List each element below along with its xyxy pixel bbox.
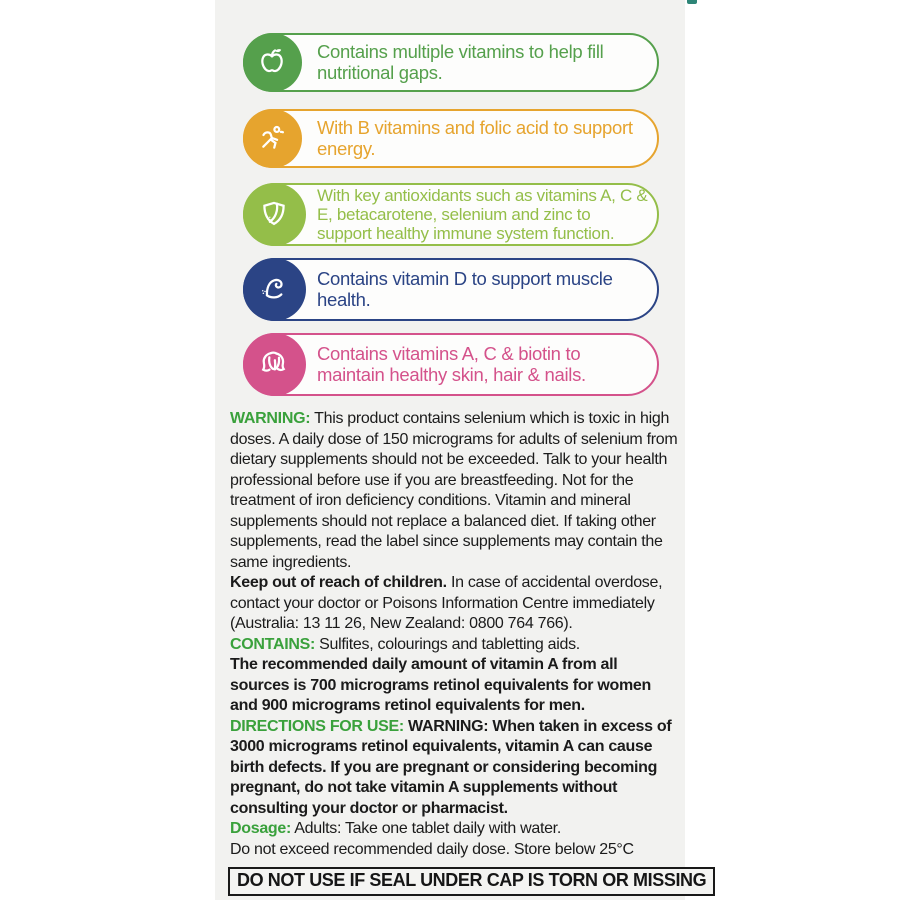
muscle-icon <box>243 258 306 321</box>
benefit-text: Contains multiple vitamins to help fill nutritional gaps. <box>317 40 604 83</box>
cropped-top-fragment <box>687 0 697 4</box>
dosage-text: Adults: Take one tablet daily with water. <box>294 820 561 837</box>
contains-label: CONTAINS: <box>230 635 315 653</box>
benefit-text: Contains vitamins A, C & biotin to maintain healthy skin, hair & nails. <box>317 342 586 385</box>
benefit-text: Contains vitamin D to support muscle health. <box>317 267 613 310</box>
warnings-copy <box>230 409 707 896</box>
directions-paragraph <box>230 717 678 820</box>
benefit-pill-muscle <box>243 258 659 321</box>
benefit-text: With key antioxidants such as vitamins A, C & E, betacarotene, selenium and zinc to support healthy immune system function. <box>317 185 648 244</box>
benefit-text: With B vitamins and folic acid to support energy. <box>317 116 633 159</box>
storage-paragraph: Do not exceed recommended daily dose. Store below 25°C <box>230 840 634 858</box>
dosage-label: Dosage: <box>230 820 292 837</box>
warning-paragraph <box>230 409 678 573</box>
apple-icon <box>243 33 302 92</box>
directions-text: WARNING: When taken in excess of 3000 micrograms retinol equivalents, vitamin A can cause birth defects. If you are pregnant or considering becoming pregnant, do not take vitamin A supplements without consulting your doctor or pharmacist. <box>230 717 672 817</box>
benefit-pill-energy <box>243 109 659 168</box>
keep-out-of-reach-paragraph <box>230 573 678 635</box>
directions-label: DIRECTIONS FOR USE: <box>230 717 404 735</box>
benefit-pill-multivitamins <box>243 33 659 92</box>
benefit-pill-immune <box>243 183 659 246</box>
vitamin-a-paragraph: The recommended daily amount of vitamin A from all sources is 700 micrograms retinol equivalents for women and 900 micrograms retinol equivalents for men. <box>230 656 651 714</box>
warning-text: This product contains selenium which is toxic in high doses. A daily dose of 150 micrograms for adults of selenium from dietary supplements should not be exceeded. Talk to your health professional before use if you are breastfeeding. Not for the treatment of iron deficiency conditions. Vitamin and mineral supplements should not replace a balanced diet. If taking other supplements, read the label since supplements may contain the same ingredients. <box>230 410 678 571</box>
contains-paragraph <box>230 635 678 656</box>
keep-text: In case of accidental overdose, contact your doctor or Poisons Information Centre immediately (Australia: 13 11 26, New Zealand: 0800 764 766). <box>230 574 663 632</box>
seal-warning-box: DO NOT USE IF SEAL UNDER CAP IS TORN OR MISSING <box>228 867 715 896</box>
runner-icon <box>243 109 302 168</box>
dosage-paragraph <box>230 819 678 840</box>
warning-label: WARNING: <box>230 410 311 427</box>
face-icon <box>243 333 306 396</box>
keep-label: Keep out of reach of children. <box>230 574 447 591</box>
benefit-pill-skin-hair-nails <box>243 333 659 396</box>
contains-text: Sulfites, colourings and tabletting aids. <box>319 635 580 653</box>
shield-icon <box>243 183 306 246</box>
label-panel <box>215 0 707 900</box>
